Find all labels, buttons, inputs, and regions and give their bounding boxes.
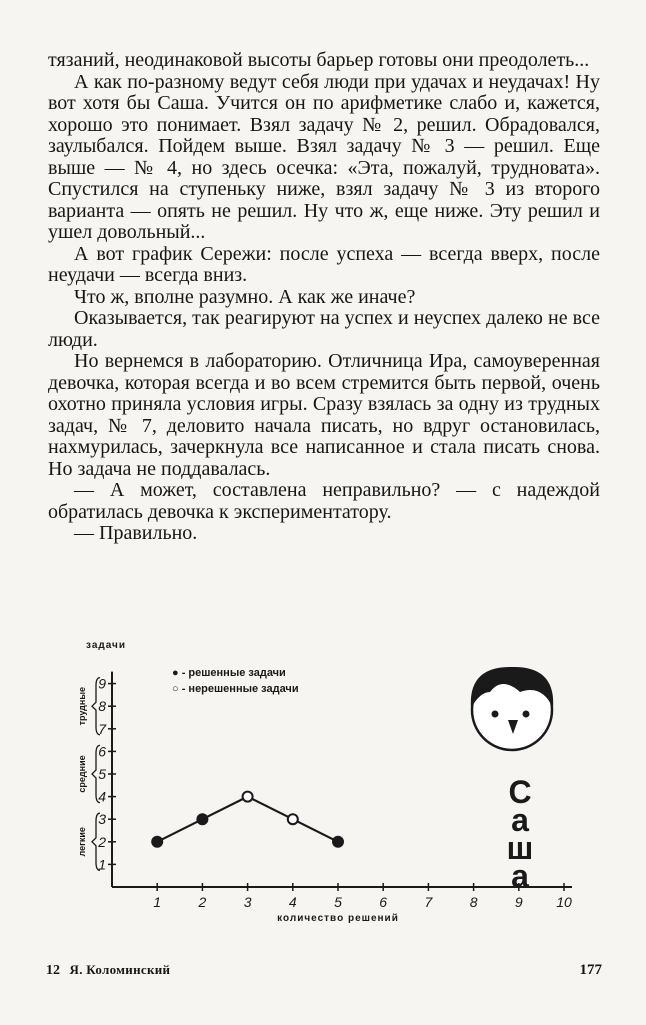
footer-left [46, 962, 170, 979]
sasha-right-eye [523, 711, 530, 718]
x-tick-label: 6 [379, 894, 388, 910]
x-tick-label: 10 [556, 894, 572, 910]
data-point-solved [152, 837, 162, 847]
x-tick-label: 5 [334, 894, 342, 910]
legend-item-solved: ● - решенные задачи [172, 667, 286, 679]
page-footer [46, 960, 602, 984]
x-tick-label: 7 [424, 894, 433, 910]
sasha-name-letter: С [508, 774, 532, 810]
sasha-left-eye [492, 711, 499, 718]
data-point-unsolved [288, 814, 298, 824]
footer-author: Я. Коломинский [69, 962, 171, 977]
y-tick-label: 5 [98, 766, 106, 782]
paragraph: Оказывается, так реагируют на успех и неуспех далеко не все люди. [48, 307, 600, 351]
body-text [48, 50, 600, 545]
legend-item-unsolved: ○ - нерешенные задачи [172, 683, 299, 695]
x-tick-label: 1 [153, 894, 162, 910]
paragraph: тязаний, неодинаковой высоты барьер готовы они преодолеть... [48, 49, 590, 71]
y-group-label: трудные [77, 686, 87, 726]
paragraph: Что ж, вполне разумно. А как же иначе? [74, 285, 416, 308]
sasha-name-letter: ш [506, 830, 534, 866]
series-line [157, 797, 338, 842]
y-tick-label: 3 [98, 811, 106, 828]
paragraph: Но вернемся в лабораторию. Отличница Ира, самоуверенная девочка, которая всегда и во всем стремится быть первой, очень охотно приняла условия игры. Сразу взялась за одну из трудных задач, № 7, деловито начала писать, но вдруг остановилась, нахмурилась, зачеркнула все написанное и стала писать снова. Но задача не поддавалась. [48, 350, 600, 480]
sasha-name-letter: а [511, 858, 529, 894]
signature-number: 12 [46, 963, 60, 978]
page-number: 177 [579, 962, 602, 978]
x-tick-label: 9 [514, 894, 523, 910]
y-axis-title: задачи [86, 640, 127, 651]
paragraph: А вот график Сережи: после успеха — всегда вверх, после неудачи — всегда вниз. [48, 242, 600, 286]
x-tick-label: 3 [243, 894, 252, 910]
y-tick-label: 7 [98, 720, 106, 737]
paragraph: А как по-разному ведут себя люди при удачах и неудачах! Ну вот хотя бы Саша. Учится он по арифметике слабо и, кажется, хорошо это понимает. Взял задачу № 2, решил. Обрадовался, заулыбался. Пойдем выше. Взял задачу № 3 — решил. Еще выше — № 4, но здесь осечка: «Эта, пожалуй, трудновата». Спустился на ступеньку ниже, взял задачу № 3 из второго варианта — опять не решил. Ну что ж, еще ниже. Эту решил и ушел довольный... [48, 70, 600, 243]
y-tick-label: 8 [98, 698, 106, 715]
y-tick-label: 6 [98, 743, 106, 760]
x-axis-title: количество решений [277, 913, 399, 924]
data-point-solved [333, 837, 343, 847]
paragraph: — Правильно. [74, 522, 198, 544]
chart-svg [0, 628, 646, 938]
y-tick-label: 1 [98, 856, 106, 873]
x-tick-label: 2 [198, 894, 207, 910]
sasha-chart-figure [0, 628, 646, 938]
sasha-name-letter: а [511, 802, 529, 838]
y-group-label: средние [77, 755, 87, 793]
y-group-label: легкие [77, 827, 87, 857]
x-tick-label: 4 [288, 894, 297, 910]
paragraph: — А может, составлена неправильно? — с надеждой обратилась девочка к экспериментатору. [48, 479, 600, 523]
x-tick-label: 8 [469, 894, 478, 910]
data-point-solved [197, 814, 207, 824]
data-point-unsolved [243, 792, 253, 802]
y-tick-label: 9 [98, 675, 106, 692]
y-tick-label: 4 [98, 788, 106, 805]
y-tick-label: 2 [98, 833, 106, 850]
